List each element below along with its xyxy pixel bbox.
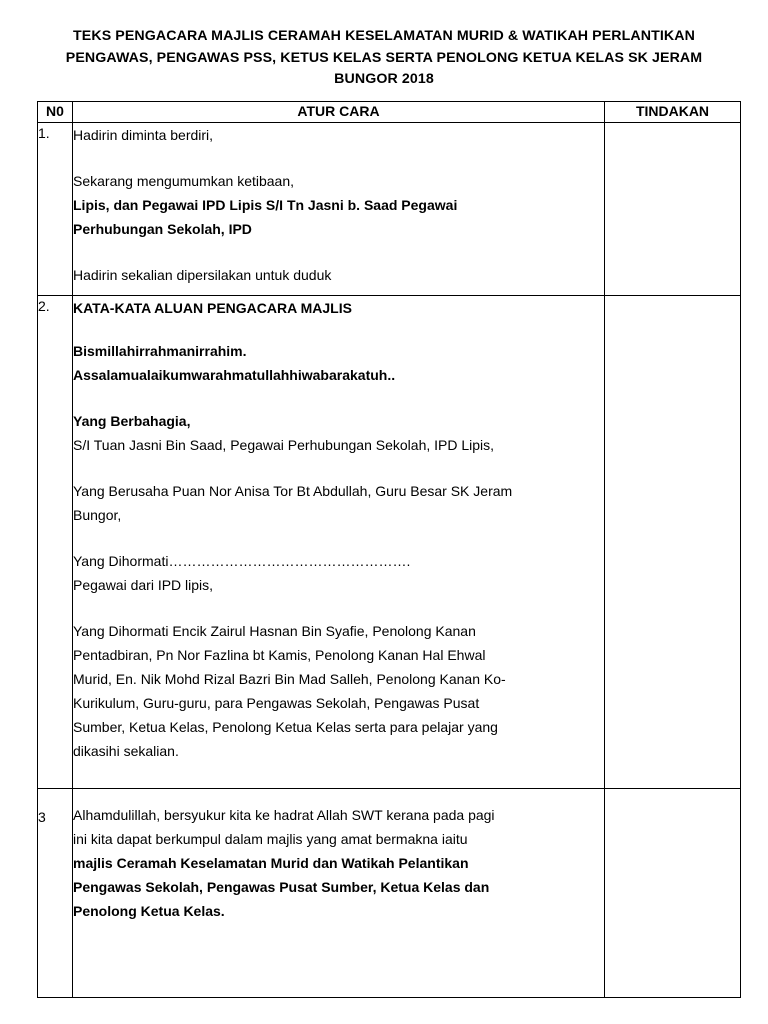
- row-number: 3: [38, 789, 73, 998]
- paragraph: Alhamdulillah, bersyukur kita ke hadrat Allah SWT kerana pada pagi: [73, 807, 495, 823]
- paragraph: Lipis, dan Pegawai IPD Lipis S/I Tn Jasni b. Saad Pegawai: [73, 197, 458, 213]
- table-row: [38, 123, 741, 296]
- header-tindakan: TINDAKAN: [605, 102, 741, 123]
- paragraph: Pentadbiran, Pn Nor Fazlina bt Kamis, Penolong Kanan Hal Ehwal: [73, 647, 486, 663]
- row-content: [73, 296, 605, 789]
- paragraph: Hadirin diminta berdiri,: [73, 127, 214, 143]
- row-content: [73, 123, 605, 296]
- paragraph: Hadirin sekalian dipersilakan untuk duduk: [73, 267, 332, 283]
- row-number: 1.: [38, 123, 73, 296]
- paragraph: Pengawas Sekolah, Pengawas Pusat Sumber, Ketua Kelas dan: [73, 879, 490, 895]
- section-heading: KATA-KATA ALUAN PENGACARA MAJLIS: [73, 300, 352, 316]
- tindakan-cell: [605, 296, 741, 789]
- row-content: [73, 789, 605, 998]
- table-row: [38, 789, 741, 998]
- paragraph: Yang Dihormati Encik Zairul Hasnan Bin Syafie, Penolong Kanan: [73, 623, 476, 639]
- paragraph: Bungor,: [73, 507, 122, 523]
- tindakan-cell: [605, 789, 741, 998]
- paragraph: Yang Berusaha Puan Nor Anisa Tor Bt Abdullah, Guru Besar SK Jeram: [73, 483, 513, 499]
- agenda-table: [37, 101, 741, 998]
- paragraph: Pegawai dari IPD lipis,: [73, 577, 214, 593]
- paragraph: Yang Dihormati…………………………………………….: [73, 553, 411, 569]
- paragraph: Kurikulum, Guru-guru, para Pengawas Sekolah, Pengawas Pusat: [73, 695, 480, 711]
- header-atur-cara: ATUR CARA: [73, 102, 605, 123]
- paragraph: Yang Berbahagia,: [73, 413, 191, 429]
- paragraph: S/I Tuan Jasni Bin Saad, Pegawai Perhubungan Sekolah, IPD Lipis,: [73, 437, 495, 453]
- paragraph: Penolong Ketua Kelas.: [73, 903, 225, 919]
- table-row: [38, 296, 741, 789]
- paragraph: Perhubungan Sekolah, IPD: [73, 221, 252, 237]
- document-title: [30, 26, 738, 91]
- paragraph: majlis Ceramah Keselamatan Murid dan Watikah Pelantikan: [73, 855, 469, 871]
- paragraph: ini kita dapat berkumpul dalam majlis yang amat bermakna iaitu: [73, 831, 468, 847]
- paragraph: Bismillahirrahmanirrahim.: [73, 343, 247, 359]
- header-no: N0: [38, 102, 73, 123]
- paragraph: dikasihi sekalian.: [73, 743, 179, 759]
- row-number: 2.: [38, 296, 73, 789]
- title-line-2: PENGAWAS, PENGAWAS PSS, KETUS KELAS SERTA PENOLONG KETUA KELAS SK JERAM: [65, 49, 703, 66]
- paragraph: Sumber, Ketua Kelas, Penolong Ketua Kelas serta para pelajar yang: [73, 719, 498, 735]
- paragraph: Murid, En. Nik Mohd Rizal Bazri Bin Mad Salleh, Penolong Kanan Ko-: [73, 671, 506, 687]
- tindakan-cell: [605, 123, 741, 296]
- title-line-1: TEKS PENGACARA MAJLIS CERAMAH KESELAMATAN MURID & WATIKAH PERLANTIKAN: [73, 28, 695, 44]
- header-row: [38, 102, 741, 123]
- title-line-3: BUNGOR 2018: [334, 71, 434, 87]
- paragraph: Assalamualaikumwarahmatullahhiwabarakatuh..: [73, 367, 396, 383]
- paragraph: Sekarang mengumumkan ketibaan,: [73, 173, 295, 189]
